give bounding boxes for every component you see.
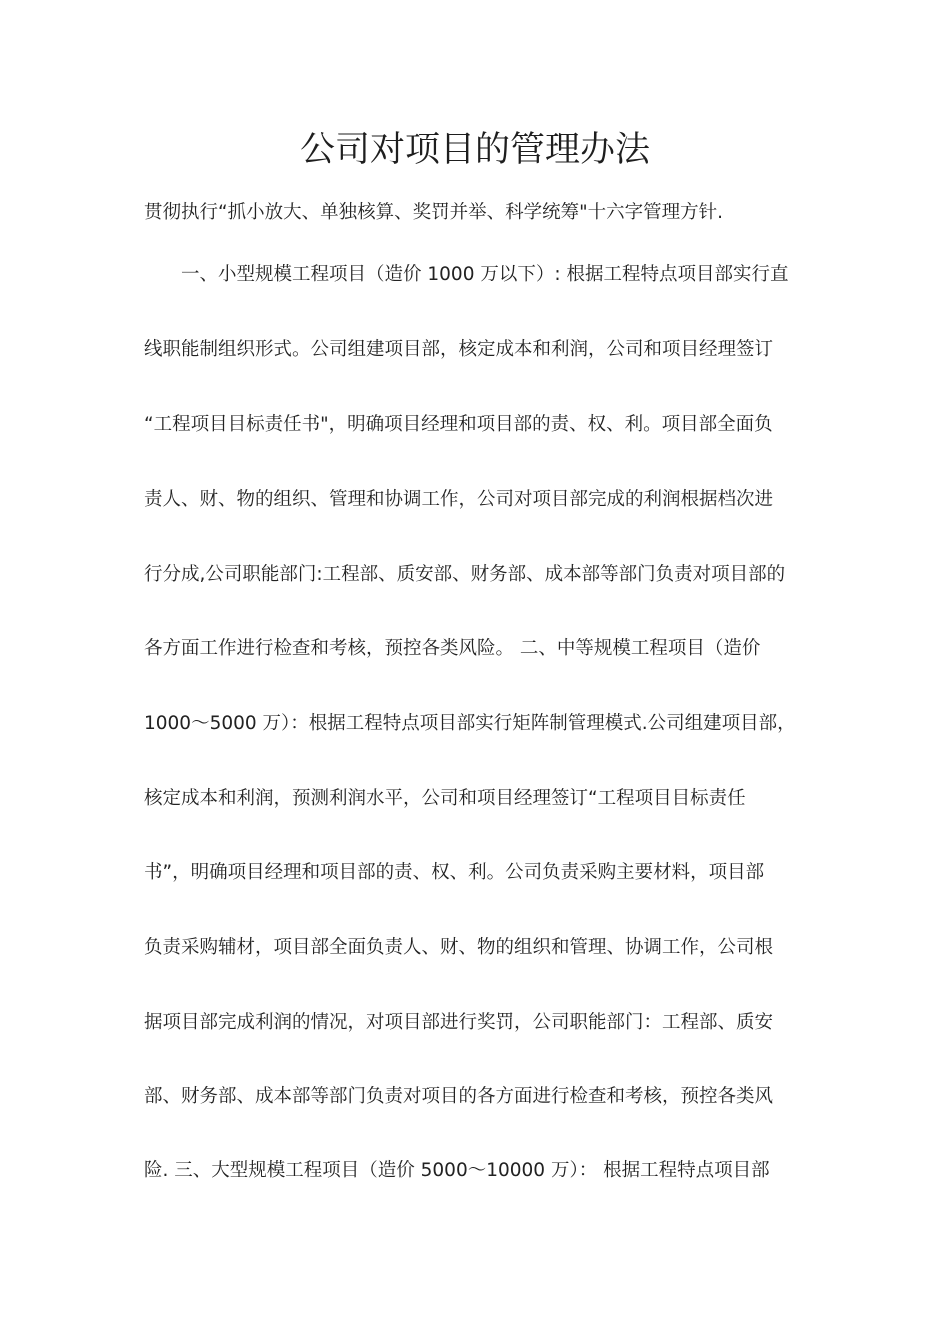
body-line-8: 核定成本和利润，预测利润水平，公司和项目经理签订“工程项目目标责任 — [144, 788, 746, 809]
body-line-11: 据项目部完成利润的情况，对项目部进行奖罚，公司职能部门：工程部、质安 — [144, 1012, 774, 1033]
body-line-7: 1000～5000 万）：根据工程特点项目部实行矩阵制管理模式.公司组建项目部， — [144, 713, 796, 734]
body-line-12: 部、财务部、成本部等部门负责对项目的各方面进行检查和考核，预控各类风 — [144, 1086, 774, 1107]
intro-paragraph: 贯彻执行“抓小放大、单独核算、奖罚并举、科学统筹"十六字管理方针. — [144, 202, 723, 223]
body-line-6: 各方面工作进行检查和考核，预控各类风险。 二、中等规模工程项目（造价 — [144, 638, 761, 659]
body-line-9: 书”，明确项目经理和项目部的责、权、利。公司负责采购主要材料，项目部 — [144, 862, 765, 883]
body-line-1: 一、小型规模工程项目（造价 1000 万以下）: 根据工程特点项目部实行直 — [181, 264, 789, 285]
document-title: 公司对项目的管理办法 — [299, 130, 650, 170]
body-line-10: 负责采购辅材，项目部全面负责人、财、物的组织和管理、协调工作，公司根 — [144, 937, 774, 958]
body-line-3: “工程项目目标责任书"，明确项目经理和项目部的责、权、利。项目部全面负 — [144, 414, 773, 435]
body-line-2: 线职能制组织形式。公司组建项目部，核定成本和利润，公司和项目经理签订 — [144, 339, 774, 360]
body-line-13: 险. 三、大型规模工程项目（造价 5000～10000 万）： 根据工程特点项目部 — [144, 1160, 770, 1181]
body-line-5: 行分成,公司职能部门:工程部、质安部、财务部、成本部等部门负责对项目部的 — [144, 564, 786, 585]
body-line-4: 责人、财、物的组织、管理和协调工作，公司对项目部完成的利润根据档次进 — [144, 489, 774, 510]
